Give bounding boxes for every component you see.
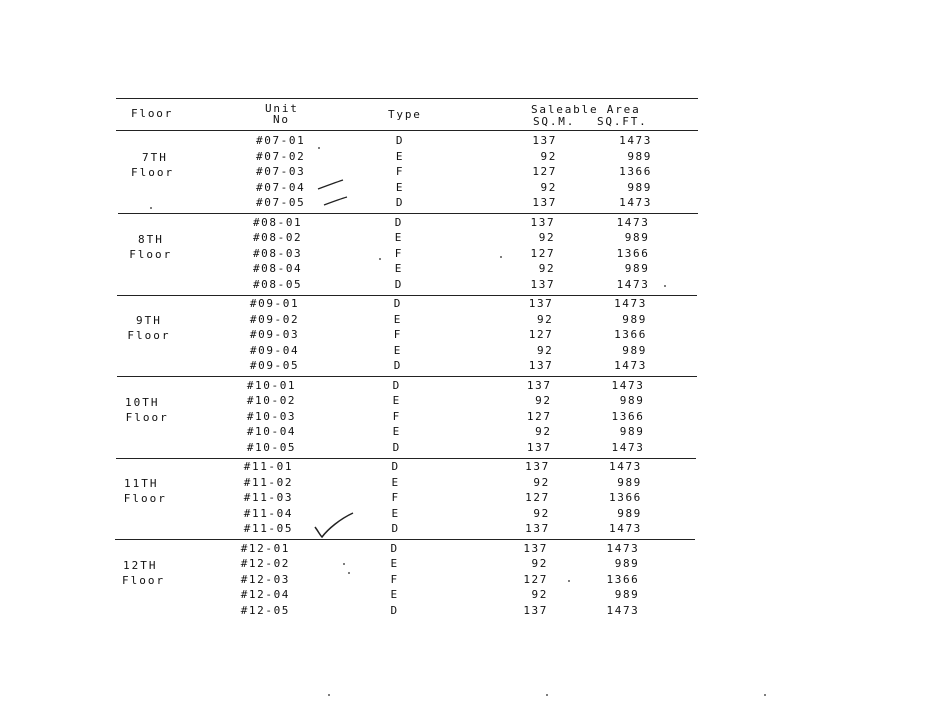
scan-speck — [764, 694, 766, 696]
floor-label: 12TH — [123, 558, 158, 572]
header-saleable-area: Saleable Area — [531, 103, 641, 116]
area-sqft: 989 — [619, 425, 645, 438]
area-sqft: 1473 — [619, 134, 652, 147]
floor-label: 7TH — [142, 151, 168, 164]
unit-type: F — [394, 246, 404, 260]
floor-label: Floor — [127, 329, 171, 342]
unit-number: #08-03 — [252, 246, 303, 260]
area-sqft: 1473 — [616, 215, 650, 229]
unit-number: #08-01 — [252, 215, 303, 229]
area-sqm: 127 — [523, 572, 548, 586]
unit-number: #10-01 — [246, 378, 297, 392]
area-sqm: 137 — [526, 378, 552, 392]
unit-type: D — [392, 378, 401, 392]
area-sqm: 92 — [536, 343, 554, 357]
area-sqm: 92 — [540, 149, 557, 163]
floor-label: Floor — [129, 247, 173, 261]
unit-type: E — [394, 231, 404, 244]
unit-number: #09-03 — [249, 328, 300, 341]
unit-type: E — [391, 506, 400, 520]
area-sqft: 1473 — [616, 277, 650, 291]
unit-type: D — [391, 522, 400, 535]
area-sqm: 137 — [530, 277, 556, 291]
area-sqft: 989 — [614, 557, 640, 570]
unit-number: #11-02 — [243, 475, 294, 489]
floor-label: 8TH — [138, 232, 164, 246]
area-sqft: 989 — [624, 231, 650, 244]
area-sqft: 989 — [617, 506, 642, 520]
unit-type: F — [390, 572, 399, 586]
area-sqm: 92 — [535, 394, 552, 407]
area-sqft: 1366 — [614, 328, 647, 341]
table-top-rule — [116, 98, 698, 99]
unit-number: #12-03 — [240, 572, 291, 586]
scan-speck — [379, 258, 381, 260]
area-sqm: 137 — [530, 215, 556, 229]
area-sqft: 1473 — [609, 460, 642, 473]
unit-type: D — [394, 277, 404, 291]
unit-type: E — [390, 557, 399, 570]
unit-number: #07-02 — [256, 149, 306, 163]
area-sqm: 127 — [526, 409, 552, 423]
header-floor: Floor — [131, 107, 174, 120]
unit-number: #12-04 — [240, 588, 291, 601]
scan-speck — [500, 256, 502, 258]
floor-label: Floor — [131, 166, 175, 179]
area-sqm: 92 — [538, 231, 556, 244]
floor-label: Floor — [122, 573, 166, 587]
scan-speck — [343, 563, 345, 565]
area-sqft: 1366 — [611, 409, 645, 423]
unit-type: E — [393, 312, 402, 326]
area-sqft: 1366 — [616, 246, 650, 260]
scan-speck — [348, 572, 350, 574]
floor-label: 9TH — [136, 314, 162, 327]
unit-type: D — [395, 196, 405, 209]
handwritten-dash-mark — [316, 178, 346, 192]
area-sqm: 137 — [523, 541, 548, 555]
area-sqm: 137 — [526, 440, 552, 454]
unit-number: #09-02 — [249, 312, 300, 326]
area-sqm: 137 — [525, 522, 550, 535]
header-unit-line1: Unit — [265, 102, 299, 115]
area-sqft: 1473 — [606, 603, 640, 617]
scan-speck — [568, 580, 570, 582]
unit-type: F — [395, 165, 405, 178]
unit-number: #11-05 — [243, 522, 294, 535]
floor-group-divider — [117, 376, 697, 377]
unit-number: #08-05 — [252, 277, 303, 291]
area-sqm: 127 — [528, 328, 554, 341]
area-sqft: 989 — [622, 343, 647, 357]
unit-type: E — [393, 343, 402, 357]
unit-type: D — [393, 359, 402, 372]
unit-number: #09-04 — [249, 343, 300, 357]
unit-type: D — [391, 460, 400, 473]
area-sqm: 92 — [540, 180, 557, 194]
area-sqft: 989 — [622, 312, 647, 326]
area-sqm: 127 — [525, 491, 550, 504]
scan-speck — [664, 285, 666, 287]
area-sqft: 1473 — [614, 297, 647, 310]
header-unit-line2: No — [273, 113, 290, 126]
unit-number: #12-01 — [240, 541, 291, 555]
area-sqft: 1473 — [611, 440, 645, 454]
unit-type: E — [390, 588, 399, 601]
checkmark-icon — [312, 511, 356, 541]
floor-group-divider — [118, 213, 698, 214]
unit-type: E — [392, 425, 401, 438]
unit-number: #07-05 — [256, 196, 306, 209]
unit-type: E — [395, 180, 405, 194]
floor-label: 11TH — [124, 477, 159, 490]
unit-number: #12-02 — [240, 557, 291, 570]
area-sqft: 1473 — [619, 196, 652, 209]
unit-number: #07-03 — [256, 165, 306, 178]
area-sqft: 989 — [617, 475, 642, 489]
area-sqm: 92 — [531, 557, 548, 570]
area-sqft: 1473 — [614, 359, 647, 372]
area-sqm: 127 — [532, 165, 557, 178]
area-sqft: 989 — [627, 180, 652, 194]
area-sqm: 137 — [523, 603, 548, 617]
area-sqft: 1366 — [619, 165, 652, 178]
header-sqm: SQ.M. — [533, 115, 576, 128]
floor-group-divider — [117, 295, 697, 296]
area-sqm: 92 — [536, 312, 554, 326]
unit-type: D — [390, 603, 399, 617]
area-sqm: 92 — [538, 262, 556, 275]
area-sqm: 137 — [532, 134, 557, 147]
unit-number: #10-04 — [246, 425, 297, 438]
unit-type: E — [392, 394, 401, 407]
area-sqft: 1473 — [611, 378, 645, 392]
unit-number: #09-05 — [249, 359, 300, 372]
area-sqft: 1473 — [606, 541, 640, 555]
scan-speck — [328, 694, 330, 696]
area-sqm: 92 — [531, 588, 548, 601]
area-sqm: 92 — [533, 475, 550, 489]
unit-number: #08-04 — [252, 262, 303, 275]
floor-group-divider — [115, 539, 695, 540]
header-sqft: SQ.FT. — [597, 115, 648, 128]
unit-type: E — [394, 262, 404, 275]
scan-speck — [318, 147, 320, 149]
unit-number: #08-02 — [252, 231, 303, 244]
area-sqft: 989 — [624, 262, 650, 275]
unit-number: #11-04 — [243, 506, 294, 520]
area-sqm: 92 — [533, 506, 550, 520]
unit-number: #10-03 — [246, 409, 297, 423]
area-sqm: 137 — [525, 460, 550, 473]
area-sqft: 1473 — [609, 522, 642, 535]
unit-number: #11-03 — [243, 491, 294, 504]
unit-type: E — [395, 149, 405, 163]
area-sqm: 137 — [528, 297, 554, 310]
floor-label: Floor — [125, 410, 169, 424]
handwritten-dash-mark — [322, 195, 350, 207]
scan-speck — [150, 207, 152, 209]
area-sqm: 92 — [535, 425, 552, 438]
unit-number: #11-01 — [243, 460, 294, 473]
floor-group-divider — [116, 458, 696, 459]
floor-label: 10TH — [125, 395, 160, 409]
unit-number: #12-05 — [240, 603, 291, 617]
floor-label: Floor — [123, 492, 167, 505]
unit-number: #09-01 — [249, 297, 300, 310]
unit-type: D — [394, 215, 404, 229]
area-sqft: 989 — [614, 588, 640, 601]
area-sqft: 989 — [627, 149, 652, 163]
area-sqm: 127 — [530, 246, 556, 260]
unit-number: #10-05 — [246, 440, 297, 454]
area-sqm: 137 — [528, 359, 554, 372]
area-sqft: 989 — [619, 394, 645, 407]
area-sqft: 1366 — [609, 491, 642, 504]
scan-speck — [546, 694, 548, 696]
unit-type: D — [390, 541, 399, 555]
unit-number: #07-04 — [256, 180, 306, 194]
unit-type: F — [391, 491, 400, 504]
unit-type: D — [392, 440, 401, 454]
header-bottom-rule — [116, 130, 698, 131]
unit-number: #07-01 — [256, 134, 306, 147]
unit-type: F — [393, 328, 402, 341]
header-type: Type — [388, 108, 422, 121]
area-sqft: 1366 — [606, 572, 640, 586]
unit-type: D — [395, 134, 405, 147]
unit-type: D — [393, 297, 402, 310]
area-sqm: 137 — [532, 196, 557, 209]
unit-number: #10-02 — [246, 394, 297, 407]
unit-type: E — [391, 475, 400, 489]
unit-type: F — [392, 409, 401, 423]
